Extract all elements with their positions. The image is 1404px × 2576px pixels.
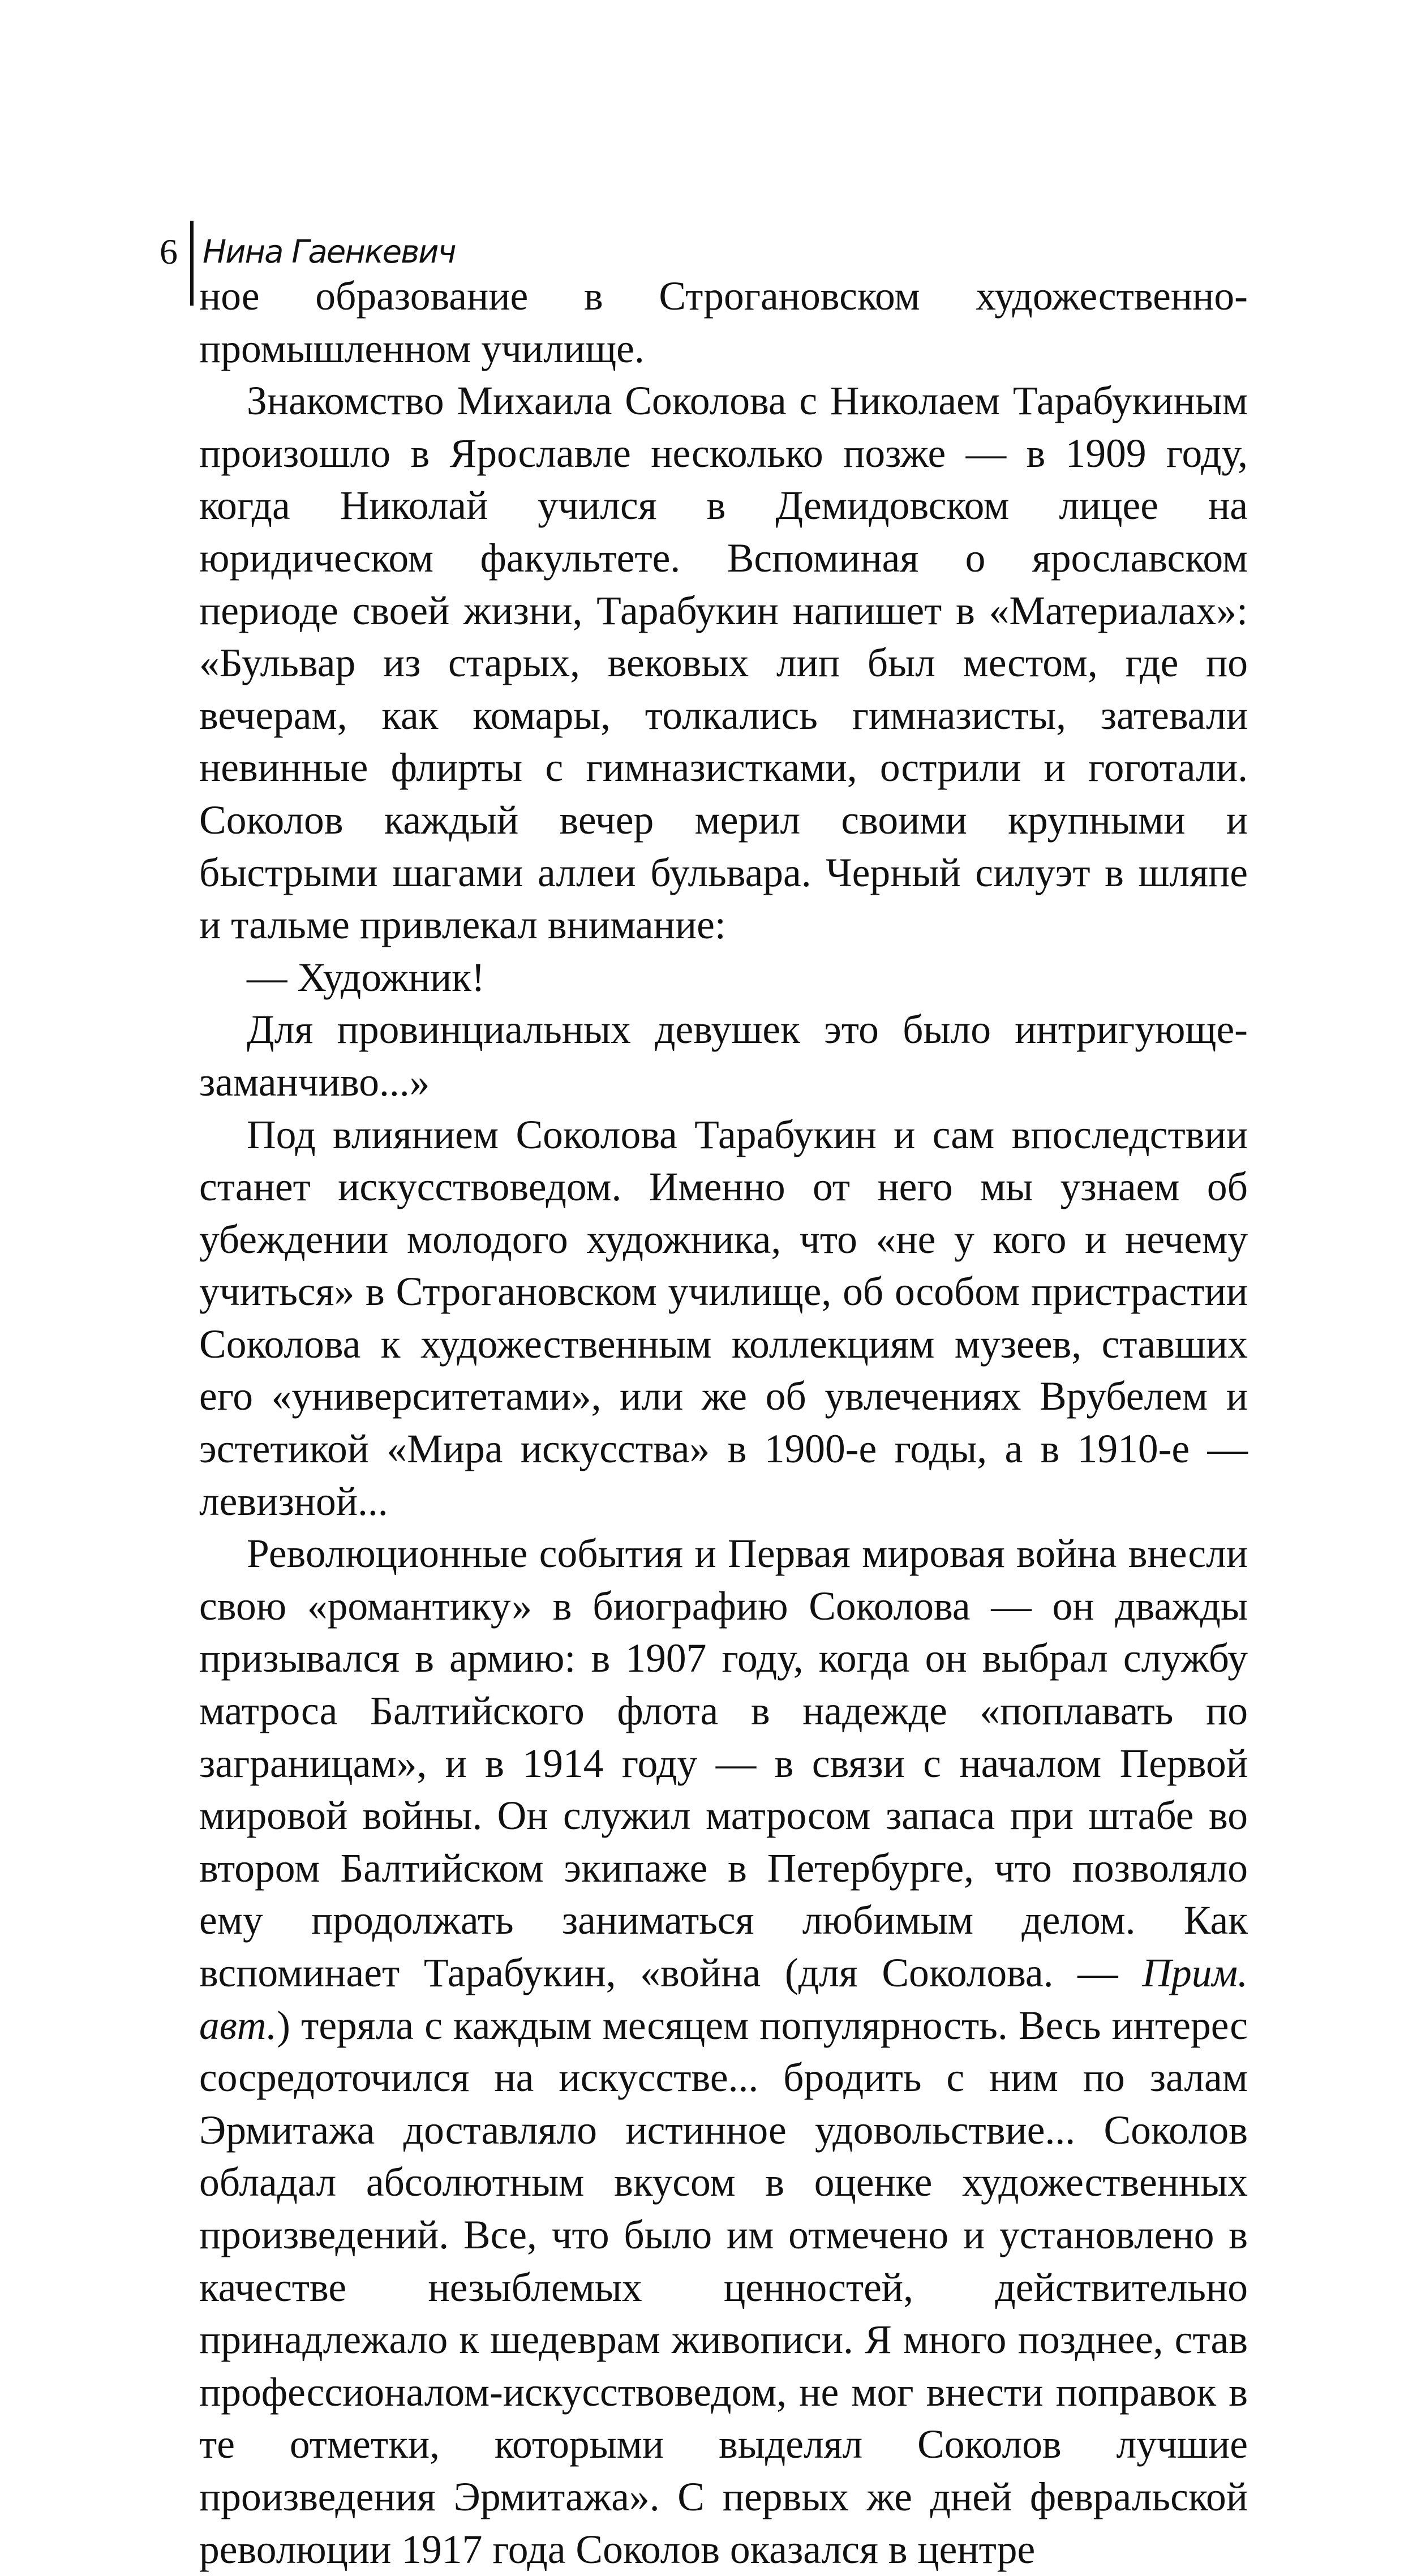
- paragraph-2: Знакомство Михаила Соколова с Николаем Тарабукиным произошло в Ярославле несколько позже — в 1909 году, когда Николай учился в Демидовском лицее на юридическом факультете. Вспоминая о ярославском периоде своей жизни, Тарабукин напишет в «Материалах»: «Бульвар из старых, вековых лип был местом, где по вечерам, как комары, толкались гимназисты, затевали невинные флирты с гимназистками, острили и гоготали. Соколов каждый вечер мерил своими крупными и быстрыми шагами аллеи бульвара. Черный силуэт в шляпе и тальме привлекал внимание:: [199, 379, 1248, 948]
- paragraph-6-part-1: Революционные события и Первая мировая война внесли свою «романтику» в биографию Соколова — он дважды призывался в армию: в 1907 году, когда он выбрал службу матроса Балтийского флота в надежде «поплавать по заграницам», и в 1914 году — в связи с началом Первой мировой войны. Он служил матросом запаса при штабе во втором Балтийском экипаже в Петербурге, что позволяло ему продолжать заниматься любимым делом. Как вспоминает Тарабукин, «война (для Соколова. —: [199, 1531, 1248, 1995]
- header-divider: [190, 221, 194, 306]
- paragraph-6-part-2: ) теряла с каждым месяцем популярность. Весь интерес сосредоточился на искусстве... бродить с ним по залам Эрмитажа доставляло истинное удовольствие... Соколов обладал абсолютным вкусом в оценке художественных произведений. Все, что было им отмечено и установлено в качестве незыблемых ценностей, действительно принадлежало к шедеврам живописи. Я много позднее, став профессионалом-искусствоведом, не мог внести поправок в те отметки, которыми выделял Соколов лучшие произведения Эрмитажа». С первых же дней февральской революции 1917 года Соколов оказался в центре: [199, 2003, 1248, 2572]
- body-text: [199, 271, 1248, 2576]
- paragraph-5: Под влиянием Соколова Тарабукин и сам впоследствии станет искусствоведом. Именно от него мы узнаем об убеждении молодого художника, что «не у кого и нечему учиться» в Строгановском училище, об особом пристрастии Соколова к художественным коллекциям музеев, ставших его «университетами», или же об увлечениях Врубелем и эстетикой «Мира искусства» в 1900-е годы, а в 1910-е — левизной...: [199, 1112, 1248, 1524]
- paragraph-4: Для провинциальных девушек это было интригующе-заманчиво...»: [199, 1007, 1248, 1105]
- running-head-author: Нина Гаенкевич: [203, 233, 456, 271]
- paragraph-6: [199, 1528, 1248, 2576]
- paragraph-3-dialogue: — Художник!: [247, 955, 485, 1000]
- editor-note-italic: Прим. авт.: [199, 1951, 1248, 2048]
- paragraph-1: ное образование в Строгановском художественно-промышленном училище.: [199, 274, 1248, 371]
- page-number: 6: [160, 231, 178, 272]
